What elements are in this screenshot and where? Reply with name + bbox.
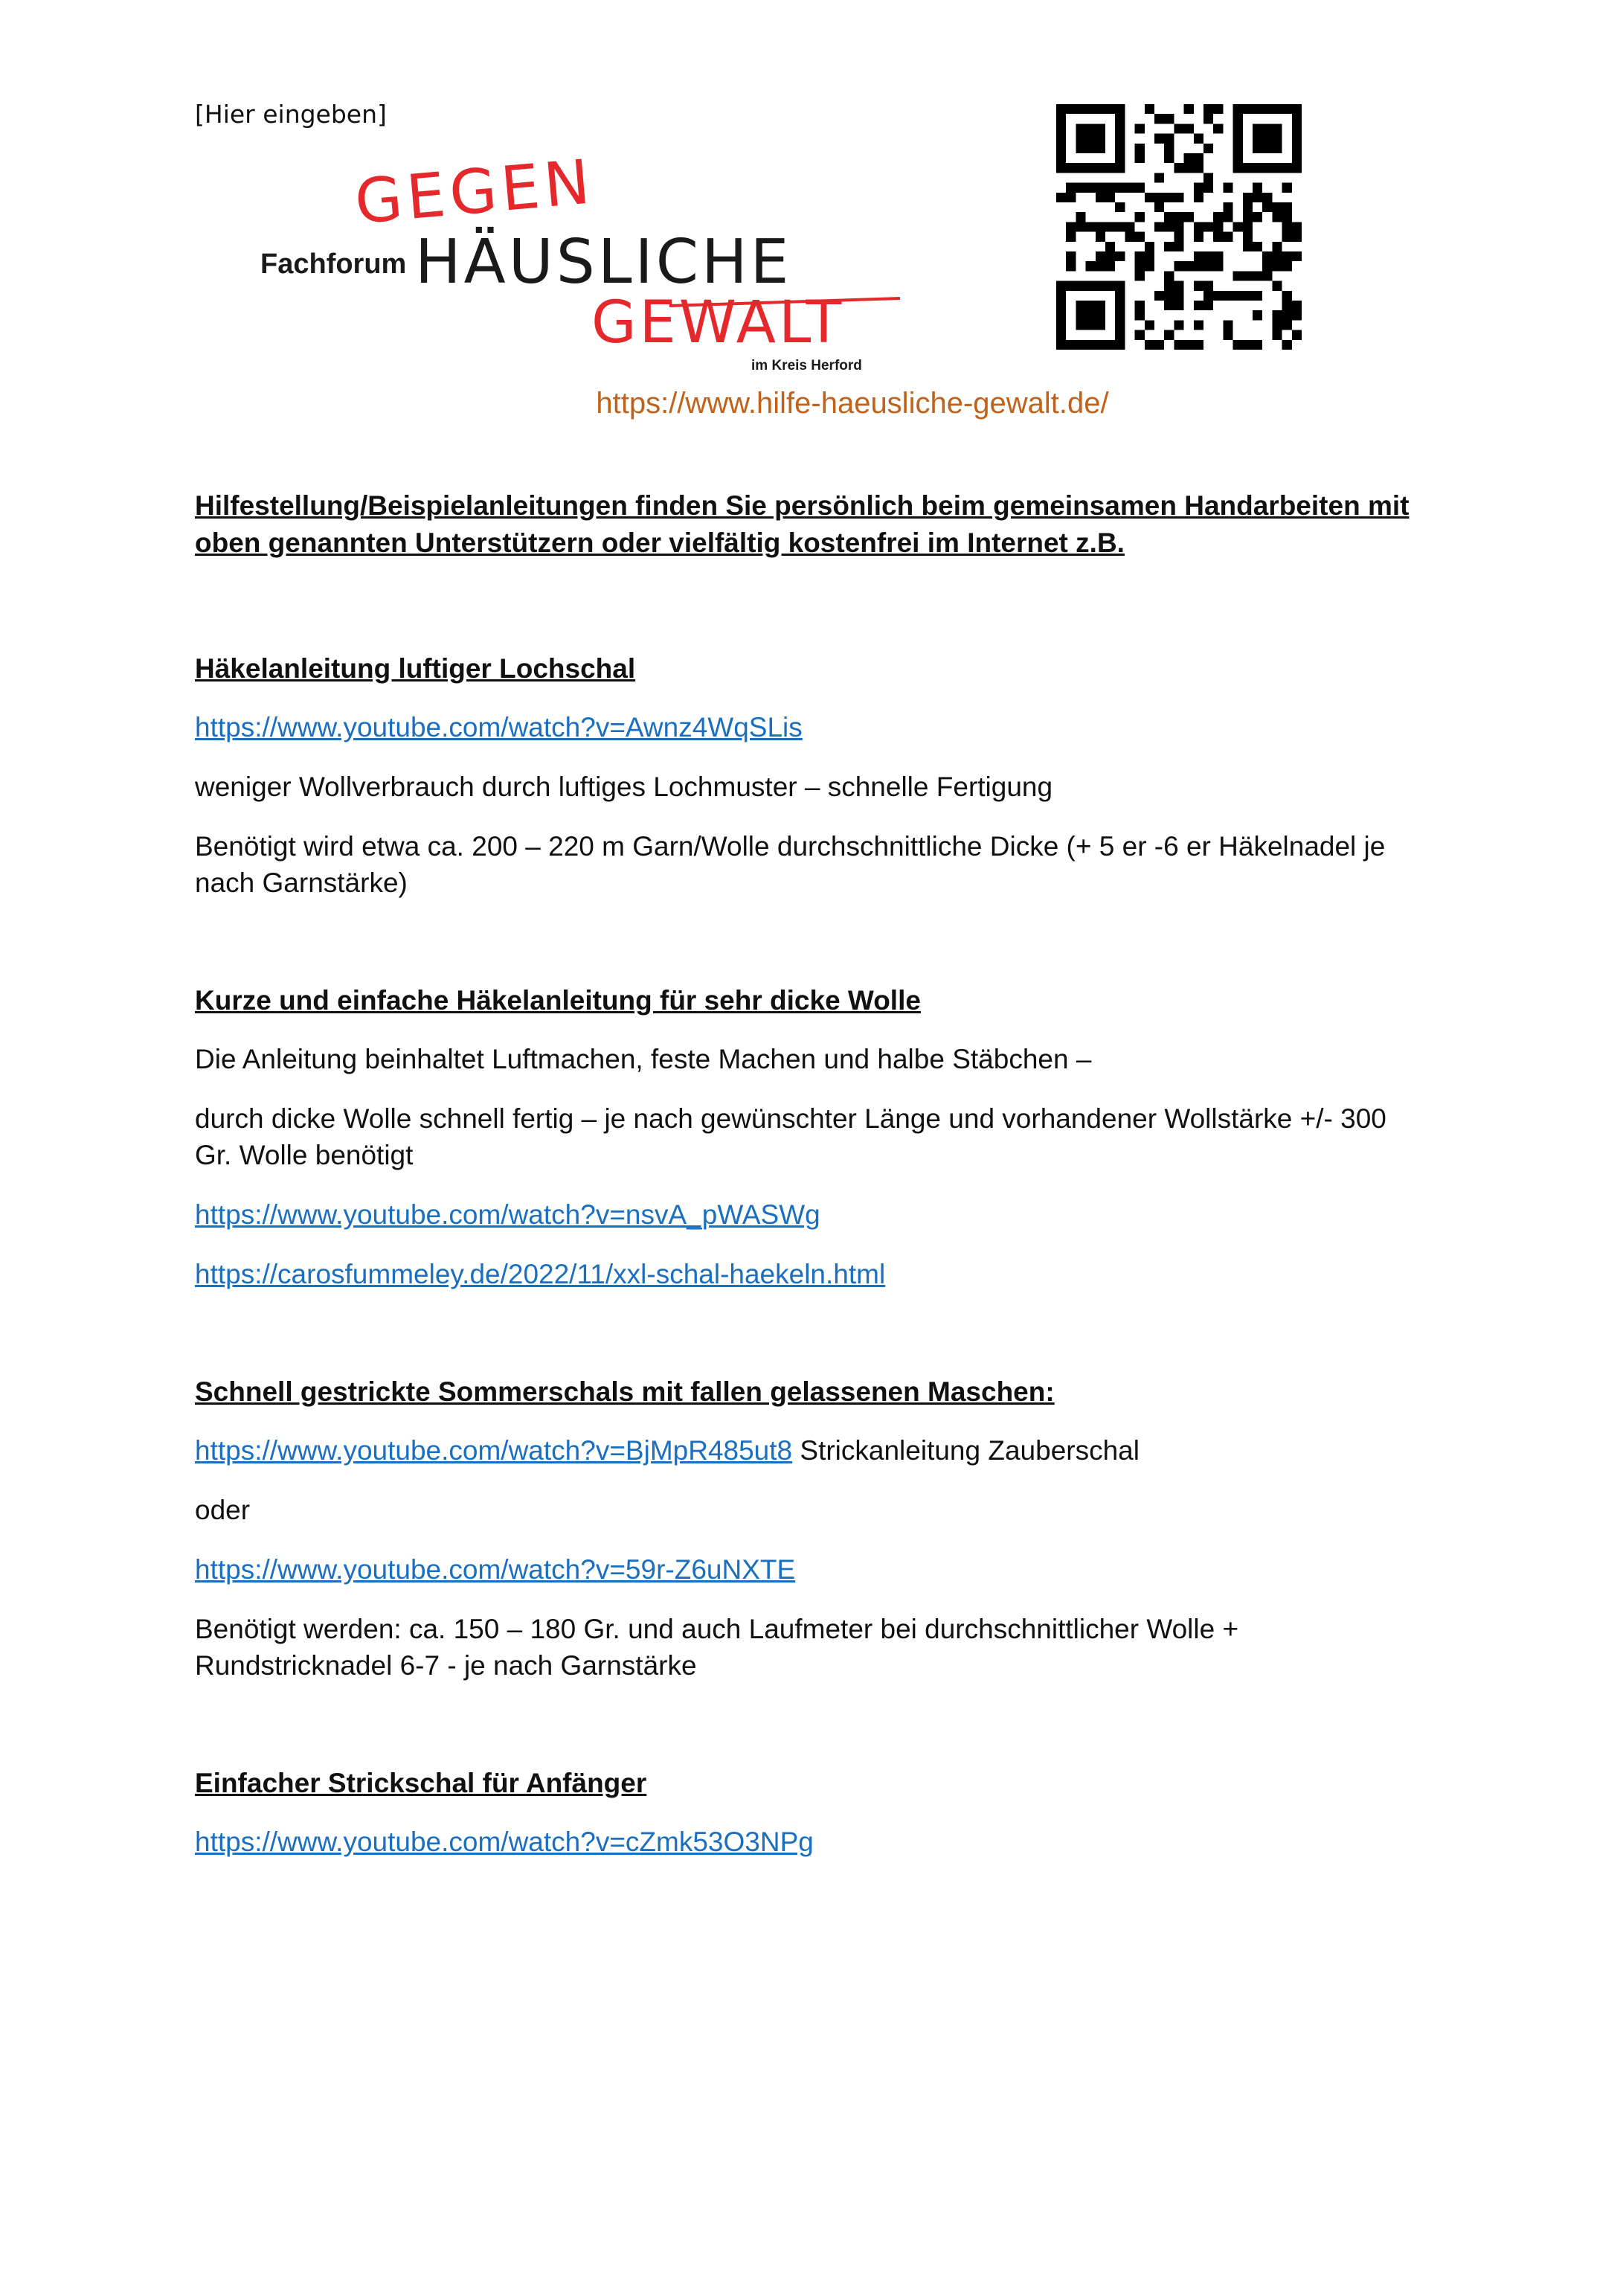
youtube-link[interactable]: https://www.youtube.com/watch?v=nsvA_pWASWg [195,1199,820,1230]
section-strickschal [195,1766,1430,1860]
logo-gegen: GEGEN [352,153,597,238]
youtube-link[interactable]: https://www.youtube.com/watch?v=Awnz4WqSLis [195,712,803,743]
logo-region: im Kreis Herford [751,358,862,373]
document-content [195,487,1430,1883]
section-title: Einfacher Strickschal für Anfänger [195,1768,647,1798]
youtube-link[interactable]: https://www.youtube.com/watch?v=cZmk53O3NPg [195,1827,814,1857]
section-text: oder [195,1495,251,1525]
logo-fachforum: Fachforum [260,248,407,280]
fachforum-logo [253,153,922,379]
section-title: Schnell gestrickte Sommerschals mit fallen gelassenen Maschen: [195,1376,1055,1407]
youtube-link[interactable]: https://www.youtube.com/watch?v=BjMpR485ut8 [195,1435,793,1466]
link-suffix: Strickanleitung Zauberschal [792,1435,1140,1466]
section-dicke-wolle [195,983,1430,1292]
section-text: durch dicke Wolle schnell fertig – je nach gewünschter Länge und vorhandener Wollstärke +/- 300 Gr. Wolle benötigt [195,1103,1386,1170]
section-text: Benötigt werden: ca. 150 – 180 Gr. und auch Laufmeter bei durchschnittlicher Wolle + Rundstricknadel 6-7 - je nach Garnstärke [195,1614,1239,1681]
intro-text: Hilfestellung/Beispielanleitungen finden Sie persönlich beim gemeinsamen Handarbeiten mit oben genannten Unterstützern oder vielfältig kostenfrei im Internet z.B. [195,490,1410,558]
blog-link[interactable]: https://carosfummeley.de/2022/11/xxl-schal-haekeln.html [195,1259,886,1289]
qr-code-icon [1056,104,1302,350]
section-title: Häkelanleitung luftiger Lochschal [195,653,636,684]
section-sommerschals [195,1374,1430,1684]
logo-haeusliche: HÄUSLICHE [415,227,792,298]
section-text: weniger Wollverbrauch durch luftiges Lochmuster – schnelle Fertigung [195,772,1053,802]
section-text: Die Anleitung beinhaltet Luftmachen, feste Machen und halbe Stäbchen – [195,1044,1092,1074]
section-text: Benötigt wird etwa ca. 200 – 220 m Garn/Wolle durchschnittliche Dicke (+ 5 er -6 er Häkelnadel je nach Garnstärke) [195,831,1386,898]
logo-gewalt: GEWALT [591,289,845,356]
section-lochschal [195,651,1430,901]
youtube-link[interactable]: https://www.youtube.com/watch?v=59r-Z6uNXTE [195,1554,796,1585]
section-title: Kurze und einfache Häkelanleitung für sehr dicke Wolle [195,985,921,1016]
website-link[interactable]: https://www.hilfe-haeusliche-gewalt.de/ [596,387,1109,420]
header-placeholder: [Hier eingeben] [195,100,387,129]
